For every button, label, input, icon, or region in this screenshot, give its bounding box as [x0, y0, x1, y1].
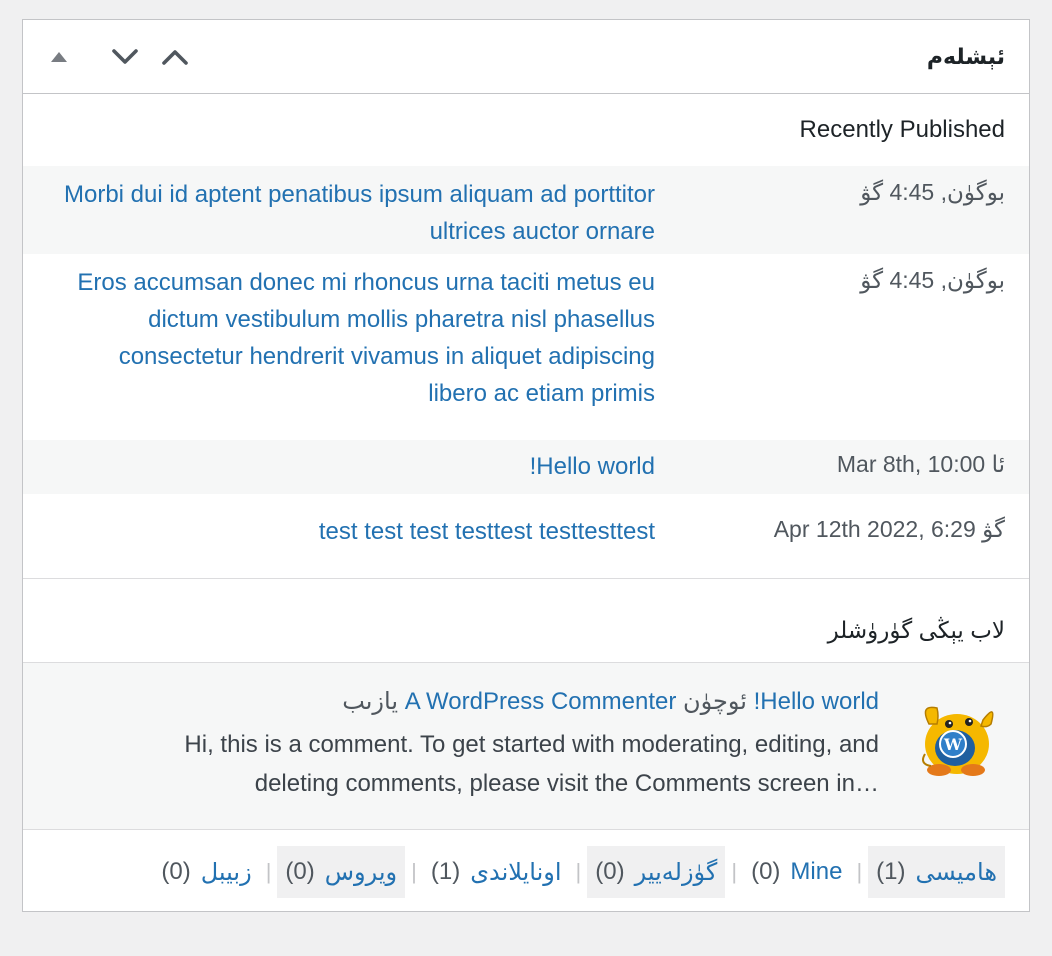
published-item: [23, 494, 1029, 578]
chevron-down-icon: [111, 48, 139, 66]
filter-approved[interactable]: [423, 846, 570, 898]
comment-filter-links: [153, 846, 1005, 898]
filter-count: (1): [876, 858, 906, 885]
move-handle-icon[interactable]: [45, 40, 73, 74]
published-post-link[interactable]: test test test testtest testtesttest: [318, 518, 655, 545]
published-post-link[interactable]: Eros accumsan donec mi rhoncus urna taciti metus eu dictum vestibulum mollis pharetra nisl phasellus consectetur hendrerit vivamus in aliquet adipiscing libero ac etiam primis: [77, 269, 655, 407]
filter-label[interactable]: زبيبل: [200, 858, 252, 886]
widget-header: [23, 20, 1029, 94]
separator: |: [856, 859, 863, 884]
filter-label[interactable]: Mine: [790, 858, 843, 885]
filter-label[interactable]: ھامیسى: [915, 858, 997, 886]
comment-item: [23, 663, 1029, 829]
published-item: [23, 440, 1029, 494]
separator: |: [265, 859, 272, 884]
filter-mine[interactable]: [743, 846, 850, 898]
filter-count: (0): [751, 858, 781, 885]
widget-title: ئېشلەم: [926, 44, 1005, 69]
chevron-up-icon: [161, 48, 189, 66]
published-post-link[interactable]: !Hello world: [529, 453, 655, 480]
published-date: بوگۈن, 4:45 گ‍ۋ: [860, 179, 1005, 205]
published-post-link[interactable]: Morbi dui id aptent penatibus ipsum aliquam ad porttitor ultrices auctor ornare: [64, 181, 655, 245]
section-divider: [23, 829, 1029, 830]
published-date: Mar 8th, 10:00 ئ‍ا: [836, 451, 1005, 477]
comment-for-label: ئوچۈن: [683, 688, 747, 715]
filter-count: (1): [430, 858, 461, 885]
comment-meta: [342, 687, 879, 716]
comment-author-link[interactable]: A WordPress Commenter: [404, 688, 677, 715]
separator: |: [411, 859, 417, 884]
filter-count: (0): [285, 858, 315, 885]
filter-all[interactable]: [868, 846, 1005, 898]
filter-spam[interactable]: [277, 846, 405, 898]
filter-count: (0): [595, 858, 625, 885]
comment-excerpt: Hi, this is a comment. To get started with moderating, editing, and deleting comments, please visit the Comments screen in…: [184, 731, 879, 797]
filter-label[interactable]: گۈزلەییر: [634, 858, 718, 886]
filter-pending[interactable]: [587, 846, 725, 898]
filter-label[interactable]: اونايلاندى: [470, 858, 562, 886]
recent-comments-heading: لاب يېڭى گۈرۈشلر: [827, 617, 1005, 643]
published-date: بوگۈن, 4:45 گ‍ۋ: [860, 267, 1005, 293]
activity-widget: [22, 19, 1030, 912]
filter-trash[interactable]: [153, 846, 259, 898]
filter-label[interactable]: ويروس: [324, 858, 398, 886]
svg-text:W: W: [944, 735, 962, 754]
comment-post-link[interactable]: Hello world!: [753, 688, 879, 715]
comment-by-label: يازىب: [342, 688, 399, 715]
separator: |: [731, 859, 738, 884]
published-date: Apr 12th 2022, 6:29 گ‍ۋ: [773, 516, 1005, 542]
move-up-button[interactable]: [155, 40, 195, 74]
separator: |: [575, 859, 582, 884]
wapuu-avatar-icon: [917, 694, 997, 782]
filter-count: (0): [161, 858, 191, 885]
widget-controls: [45, 40, 195, 74]
section-divider: [23, 578, 1029, 579]
move-down-button[interactable]: [105, 40, 145, 74]
published-item: [23, 166, 1029, 254]
published-item: [23, 254, 1029, 440]
recently-published-heading: Recently Published: [799, 116, 1005, 143]
